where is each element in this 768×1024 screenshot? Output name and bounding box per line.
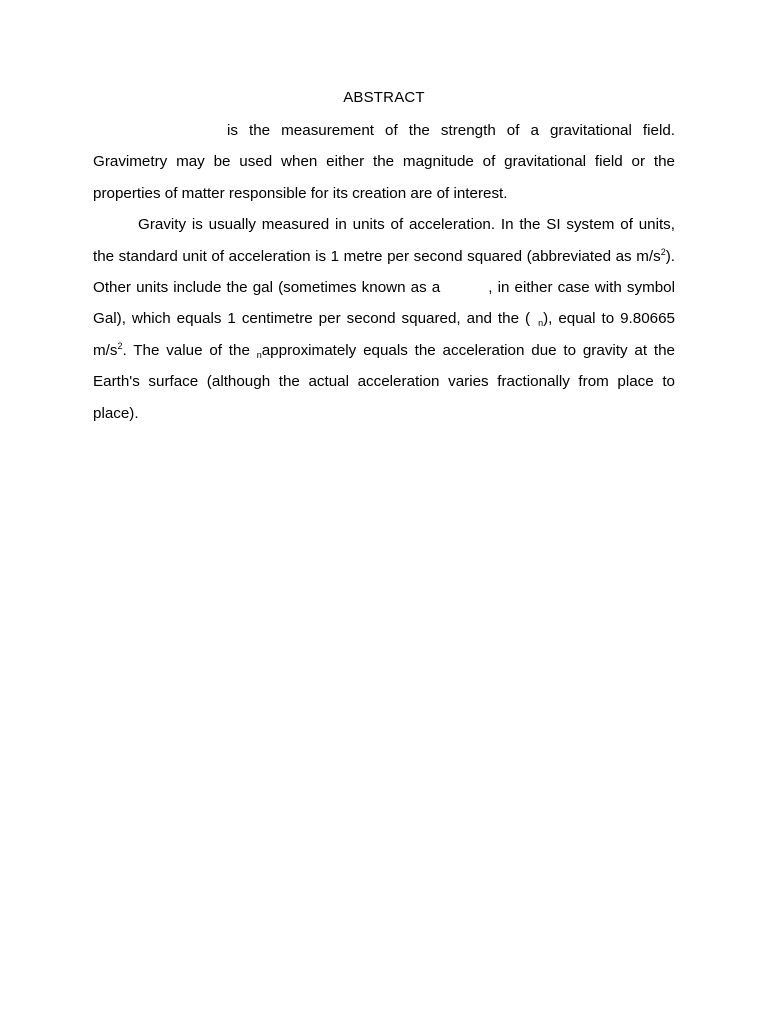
superscript-2: 2 xyxy=(117,340,123,351)
paragraph-1-text: is the measurement of the strength of a gravitational field. Gravimetry may be used when either the magnitude of gravitational field or the properties of matter responsible for its creation are of interest. xyxy=(93,122,675,202)
paragraph-2-text-3: , in either case with symbol Gal), which equals 1 centimetre per second squared, and the ( xyxy=(93,279,676,328)
paragraph-2-text-4: ), equal to 9.80665 m/s xyxy=(93,310,676,359)
paragraph-1 xyxy=(93,115,675,209)
abstract-heading: ABSTRACT xyxy=(343,89,425,106)
paragraph-2-text-5: . The value of the xyxy=(122,341,250,359)
paragraph-2-text-2: ). Other units include the gal (sometimes known as a xyxy=(93,247,675,297)
paragraph-2-text-1: Gravity is usually measured in units of acceleration. In the SI system of units, the standard unit of acceleration is 1 metre per second squared (abbreviated as m/s xyxy=(93,216,675,265)
subscript-n: n xyxy=(256,349,262,360)
abstract-body xyxy=(93,115,675,429)
subscript-n: n xyxy=(538,318,544,329)
paragraph-2-text-6: approximately equals the acceleration due to gravity at the Earth's surface (although the actual acceleration varies fractionally from place to place). xyxy=(93,341,675,422)
superscript-2: 2 xyxy=(660,246,666,257)
paragraph-2 xyxy=(93,209,675,429)
